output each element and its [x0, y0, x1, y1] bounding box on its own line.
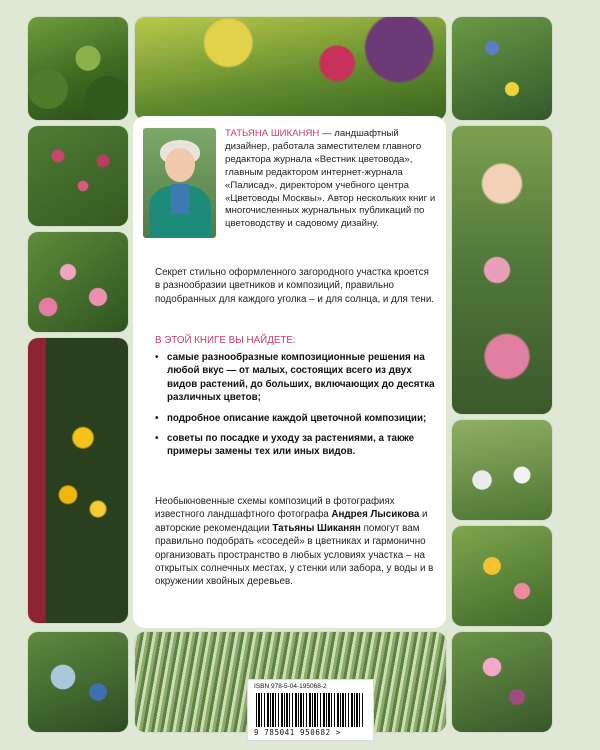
garden-photo-lilies — [452, 526, 552, 626]
garden-photo-hosta — [28, 632, 128, 732]
section-heading: В ЭТОЙ КНИГЕ ВЫ НАЙДЕТЕ: — [155, 335, 296, 346]
garden-photo-rose-border — [452, 126, 552, 414]
garden-photo-pink-flowers — [28, 232, 128, 332]
author-name-closing: Татьяны Шиканян — [272, 522, 361, 534]
author-name: ТАТЬЯНА ШИКАНЯН — [225, 128, 320, 139]
isbn-barcode — [247, 679, 374, 741]
garden-photo-white-border — [452, 420, 552, 520]
garden-photo-topiary — [28, 17, 128, 120]
list-item: • подробное описание каждой цветочной композиции; — [155, 412, 427, 424]
garden-photo-fence-border — [28, 338, 128, 623]
isbn-digits: 9 785041 950682 > — [254, 728, 341, 737]
garden-photo-flowerbed-wide — [135, 17, 446, 120]
isbn-label: ISBN 978-5-04-195068-2 — [254, 683, 327, 690]
list-item: • советы по посадке и уходу за растениями, а также примеры замены тех или иных видов. — [155, 433, 415, 458]
garden-photo-blue-yellow — [452, 17, 552, 120]
intro-paragraph: Секрет стильно оформленного загородного участка кроется в разнообразии цветников и композиций, правильно подобранных для каждого уголка – и для солнца, и для тени. — [155, 267, 435, 305]
author-bio — [225, 128, 439, 231]
garden-photo-geranium — [28, 126, 128, 226]
feature-list — [155, 351, 439, 466]
list-item: • самые разнообразные композиционные решения на любой вкус — от малых, состоящих всего из двух видов растений, до больших, включающих до десятка различных цветов; — [155, 352, 435, 404]
garden-photo-astilbe — [452, 632, 552, 732]
description-panel — [133, 116, 446, 628]
closing-paragraph: Необыкновенные схемы композиций в фотографиях известного ландшафтного фотографа Андрея Лысикова и авторские рекомендации Татьяны Шиканян помогут вам правильно подобрать «соседей» в цветниках и гармонично организовать пространство в любых условиях участка – на открытых солнечных местах, у стенки или забора, у воды и в окружении хвойных деревьев. — [155, 496, 434, 588]
author-bio-text: — ландшафтный дизайнер, работала заместителем главного редактора журнала «Вестник цветовода», главным редактором интернет-журнала «Палисад», директором учебного центра «Цветоводы Москвы». Автор нескольких книг и многочисленных журнальных публикаций по цветоводству и садовому дизайну. — [225, 128, 436, 230]
photographer-name: Андрея Лысикова — [331, 509, 420, 521]
author-portrait — [143, 128, 216, 238]
barcode-bars — [256, 693, 364, 727]
